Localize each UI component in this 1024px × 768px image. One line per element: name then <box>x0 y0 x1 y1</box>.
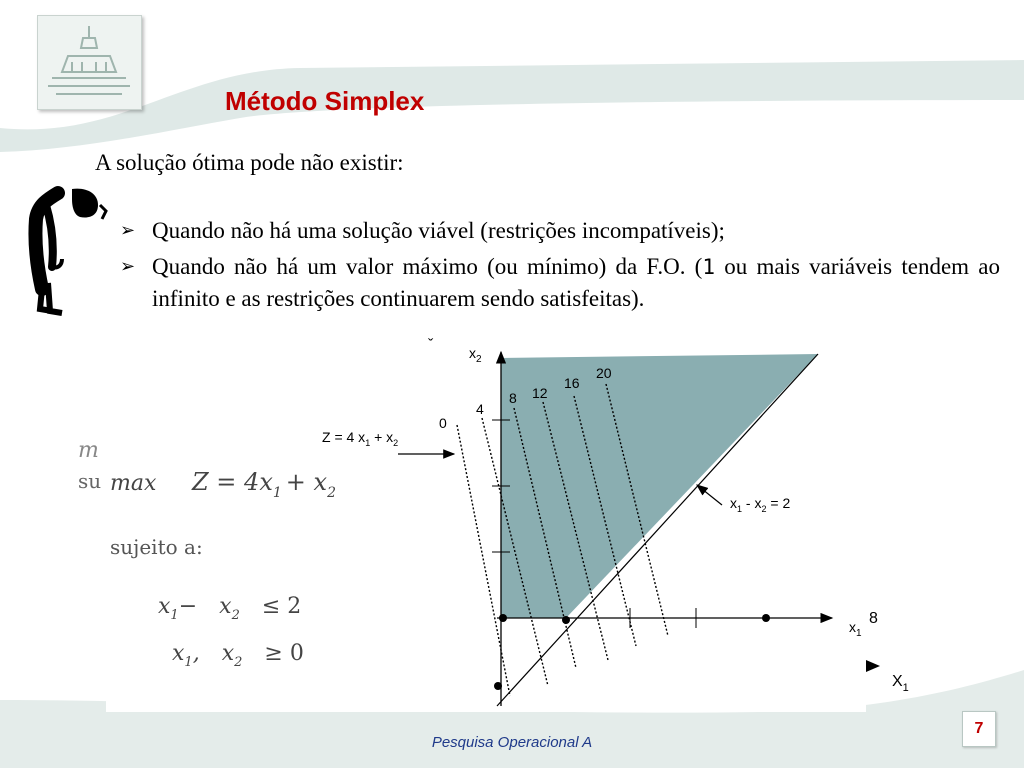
objective-label: Z = 4 $x_1 + x_2$ <box>322 429 399 448</box>
outer-axis-arrowhead <box>866 660 880 672</box>
constraint-2: $x_1$, $x_2 \ge 0$ <box>172 641 304 670</box>
subject-to: sujeito a: <box>110 535 203 559</box>
top-glyph: ˇ <box>428 337 434 354</box>
iso-label-8: 8 <box>509 390 517 406</box>
bullet-arrow-icon: ➢ <box>120 256 136 277</box>
behind-text-m: m <box>78 438 99 463</box>
constraint-label: $x_1 - x_2 = 2$ <box>730 495 791 514</box>
x1-axis-label: $x_1$ <box>849 619 862 639</box>
bullet-arrow-icon: ➢ <box>120 220 136 241</box>
x1-axis-number: 8 <box>869 610 878 627</box>
bullet-text: Quando não há uma solução viável (restrições incompatíveis); <box>152 218 725 243</box>
constraint-pointer <box>697 485 722 505</box>
objective-keyword: max <box>110 471 157 496</box>
behind-text-su: su <box>78 469 102 493</box>
lp-model <box>78 438 336 670</box>
point-vertex <box>562 616 570 624</box>
point-origin <box>499 614 507 622</box>
intro-text: A solução ótima pode não existir: <box>95 150 404 175</box>
iso-label-20: 20 <box>596 365 612 381</box>
x2-axis-label: $x_2$ <box>469 345 482 365</box>
slide-title: Método Simplex <box>225 86 425 116</box>
point-intercept <box>494 682 502 690</box>
feasible-region <box>501 354 818 618</box>
constraint-1: $x_1- x_2 \le 2$ <box>158 594 302 623</box>
outer-x-axis-label: $X_1$ <box>892 673 909 694</box>
footer-text: Pesquisa Operacional A <box>431 734 593 751</box>
bullet-text: Quando não há um valor máximo (ou mínimo) da F.O. (1 ou mais variáveis tendem ao infinito e as restrições continuarem sendo satisfeitas). <box>152 254 1000 311</box>
point-axis <box>762 614 770 622</box>
objective-function: $Z = 4x_1 + x_2$ <box>192 468 336 501</box>
variable-count: 1 <box>702 255 715 279</box>
iso-label-0: 0 <box>439 415 447 431</box>
page-number: 7 <box>962 711 996 747</box>
iso-label-16: 16 <box>564 375 580 391</box>
iso-label-12: 12 <box>532 385 548 401</box>
iso-label-4: 4 <box>476 401 484 417</box>
